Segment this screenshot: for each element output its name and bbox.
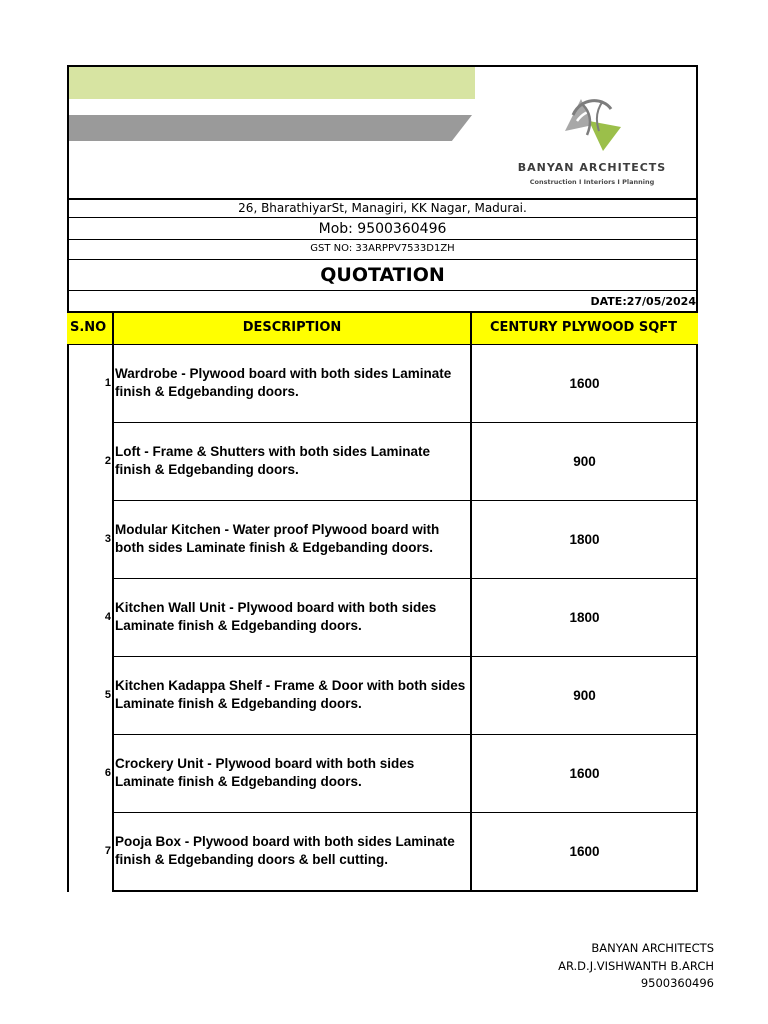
table-row (67, 812, 698, 890)
row-quantity: 1600 (569, 375, 600, 391)
document-date: DATE:27/05/2024 (590, 295, 696, 308)
table-row (67, 734, 698, 812)
logo-tagline: Construction I Interiors I Planning (529, 178, 655, 186)
header-description: DESCRIPTION (242, 320, 342, 335)
document-title: QUOTATION (320, 264, 445, 286)
row-sno: 6 (104, 767, 111, 779)
table-row (67, 656, 698, 734)
table-top-border (67, 311, 698, 313)
table-row (67, 422, 698, 500)
row-quantity: 1600 (569, 765, 600, 781)
table-row (67, 500, 698, 578)
banyan-leaf-icon (559, 91, 625, 155)
header-quantity: CENTURY PLYWOOD SQFT (489, 320, 678, 335)
company-gst: GST NO: 33ARPPV7533D1ZH (310, 243, 455, 254)
header-green-band (69, 67, 475, 99)
row-quantity: 1800 (569, 609, 600, 625)
row-description: Wardrobe - Plywood board with both sides Laminate finish & Edgebanding doors. (115, 365, 452, 399)
row-description: Loft - Frame & Shutters with both sides Laminate finish & Edgebanding doors. (115, 443, 431, 477)
company-mobile: Mob: 9500360496 (318, 221, 447, 237)
row-quantity: 900 (573, 687, 596, 703)
row-quantity: 1600 (569, 843, 600, 859)
row-sno: 4 (104, 611, 111, 623)
company-logo (497, 87, 687, 186)
signature-block (558, 940, 714, 993)
row-sno: 2 (104, 455, 111, 467)
row-sno: 3 (104, 533, 111, 545)
row-sno: 5 (104, 689, 111, 701)
logo-company-name: BANYAN ARCHITECTS (517, 161, 667, 174)
table-bottom-border (113, 890, 698, 892)
row-sno: 7 (104, 845, 111, 857)
divider (67, 290, 698, 291)
signature-company: BANYAN ARCHITECTS (591, 941, 714, 955)
table-row (67, 344, 698, 422)
row-description: Crockery Unit - Plywood board with both sides Laminate finish & Edgebanding doors. (115, 755, 415, 789)
table-row (67, 578, 698, 656)
quotation-sheet (67, 65, 698, 892)
header-sno: S.NO (70, 320, 107, 335)
row-quantity: 900 (573, 453, 596, 469)
row-sno: 1 (104, 377, 111, 389)
row-description: Modular Kitchen - Water proof Plywood board with both sides Laminate finish & Edgebanding doors. (115, 521, 440, 555)
row-description: Kitchen Kadappa Shelf - Frame & Door with both sides Laminate finish & Edgebanding doors. (115, 677, 466, 711)
row-description: Pooja Box - Plywood board with both sides Laminate finish & Edgebanding doors & bell cutting. (115, 833, 455, 867)
row-quantity: 1800 (569, 531, 600, 547)
signature-phone: 9500360496 (640, 976, 714, 990)
row-description: Kitchen Wall Unit - Plywood board with both sides Laminate finish & Edgebanding doors. (115, 599, 437, 633)
header-gray-band (69, 115, 472, 141)
table-header (67, 312, 698, 344)
company-address: 26, BharathiyarSt, Managiri, KK Nagar, Madurai. (238, 201, 527, 215)
signature-architect: AR.D.J.VISHWANTH B.ARCH (558, 958, 714, 973)
